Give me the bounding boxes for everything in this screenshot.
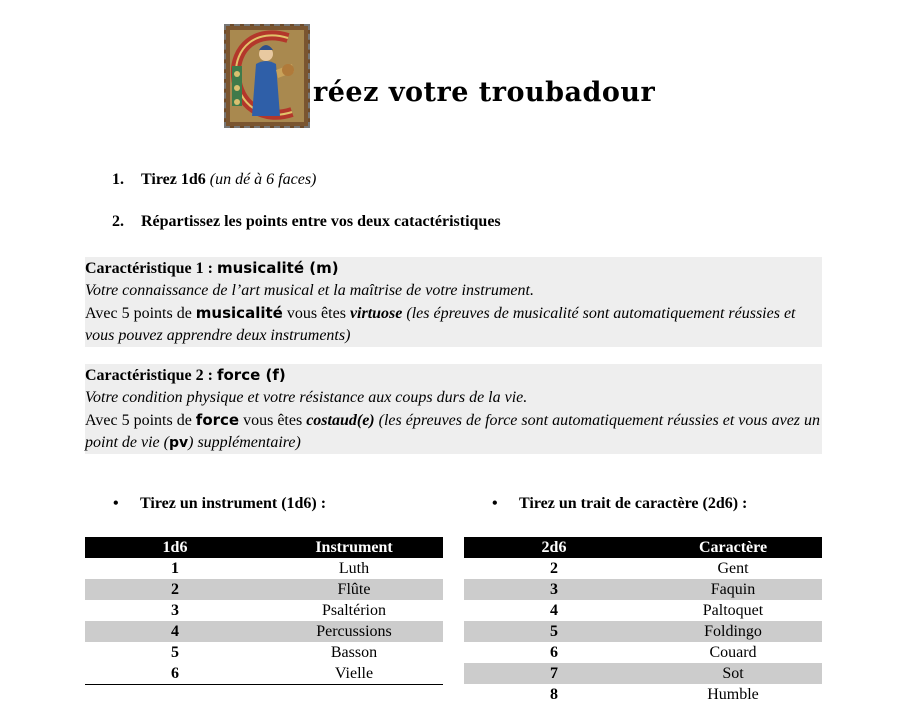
text-fragment: (m) [304,259,339,277]
result-cell: Percussions [265,621,443,642]
table-row [464,642,822,663]
table-row [464,558,822,579]
step-1 [112,171,501,213]
table-row [85,600,443,621]
text-fragment: pv [168,435,189,451]
column-header-2d6: 2d6 [464,537,644,558]
table-row [464,621,822,642]
column-header-caractere: Caractère [644,537,822,558]
page-title [224,22,655,128]
roll-number-cell: 5 [171,643,179,661]
column-header-instrument: Instrument [265,537,443,558]
characteristic-heading [85,257,822,280]
result-cell: Paltoquet [702,601,764,619]
result-cell: Vielle [265,663,443,685]
text-fragment: ) supplémentaire) [188,434,301,451]
roll-number-cell: 7 [464,663,644,684]
characteristic-heading [85,364,822,387]
roll-number-cell: 5 [464,621,644,642]
trait-heading-text: Tirez un trait de caractère (2d6) : [519,495,748,512]
result-cell: Foldingo [644,621,822,642]
column-header-1d6: 1d6 [85,537,265,558]
trait-table [464,537,822,705]
text-fragment: Caractéristique 2 : [85,367,217,384]
step-note: (un dé à 6 faces) [209,171,317,188]
troubadour-illumination-icon [226,26,308,126]
table-row [464,684,822,705]
result-cell: Luth [338,559,370,577]
text-fragment: virtuose [349,305,403,322]
table-row [464,663,822,684]
bullet-icon: • [492,495,498,512]
result-cell: Couard [709,643,757,661]
table-row [85,579,443,600]
result-cell: Flûte [265,579,443,600]
roll-number-cell: 4 [85,621,265,642]
characteristic-effect [85,409,822,454]
text-fragment: vous êtes [239,412,307,429]
table-row [85,642,443,663]
roll-number-cell: 4 [550,601,558,619]
text-fragment: musicalité [195,304,283,322]
instrument-heading [113,495,326,513]
result-cell: Basson [330,643,378,661]
roll-number-cell: 8 [550,685,558,703]
characteristic-effect [85,302,822,347]
roll-number-cell: 3 [464,579,644,600]
characteristic-box-force [85,364,822,454]
table-header-row [464,537,822,558]
step-number: 1. [112,171,124,188]
table-row [464,600,822,621]
result-cell: Gent [717,559,749,577]
step-label: Répartissez les points entre vos deux catactéristiques [141,213,501,230]
bullet-icon: • [113,495,119,512]
text-fragment: (les épreuves de force sont automatiquement réussies et vous avez un point de vie ( [85,412,821,451]
characteristic-description: Votre connaissance de l’art musical et la maîtrise de votre instrument. [85,282,534,299]
text-fragment: (les épreuves de musicalité sont automatiquement réussies et vous pouvez apprendre deux instruments) [85,305,796,344]
instrument-heading-text: Tirez un instrument (1d6) : [140,495,327,512]
text-fragment: musicalité [216,259,304,277]
roll-number-cell: 3 [171,601,179,619]
step-number: 2. [112,213,124,230]
roll-number-cell: 6 [550,643,558,661]
text-fragment: Avec 5 points de [85,305,196,322]
table-row [85,621,443,642]
text-fragment: Avec 5 points de [85,412,196,429]
result-cell: Psaltérion [322,601,386,619]
title-text: réez votre troubadour [313,77,656,108]
characteristic-description: Votre condition physique et votre résistance aux coups durs de la vie. [85,389,528,406]
trait-heading [492,495,747,513]
result-cell: Faquin [644,579,822,600]
characteristic-box-musicalite [85,257,822,347]
step-2 [112,213,501,255]
table-header-row [85,537,443,558]
text-fragment: costaud(e) [306,412,375,429]
roll-number-cell: 2 [550,559,558,577]
result-cell: Sot [644,663,822,684]
steps-list [112,171,501,255]
step-label: Tirez 1d6 [141,171,206,188]
instrument-table [85,537,443,685]
roll-number-cell: 6 [85,663,265,685]
roll-number-cell: 1 [171,559,179,577]
text-fragment: (f) [260,366,286,384]
text-fragment: vous êtes [282,305,350,322]
illuminated-initial-image [224,24,310,128]
table-row [464,579,822,600]
text-fragment: force [195,411,240,429]
table-row [85,663,443,685]
text-fragment: force [216,366,261,384]
table-row [85,558,443,579]
roll-number-cell: 2 [85,579,265,600]
text-fragment: Caractéristique 1 : [85,260,217,277]
result-cell: Humble [707,685,759,703]
